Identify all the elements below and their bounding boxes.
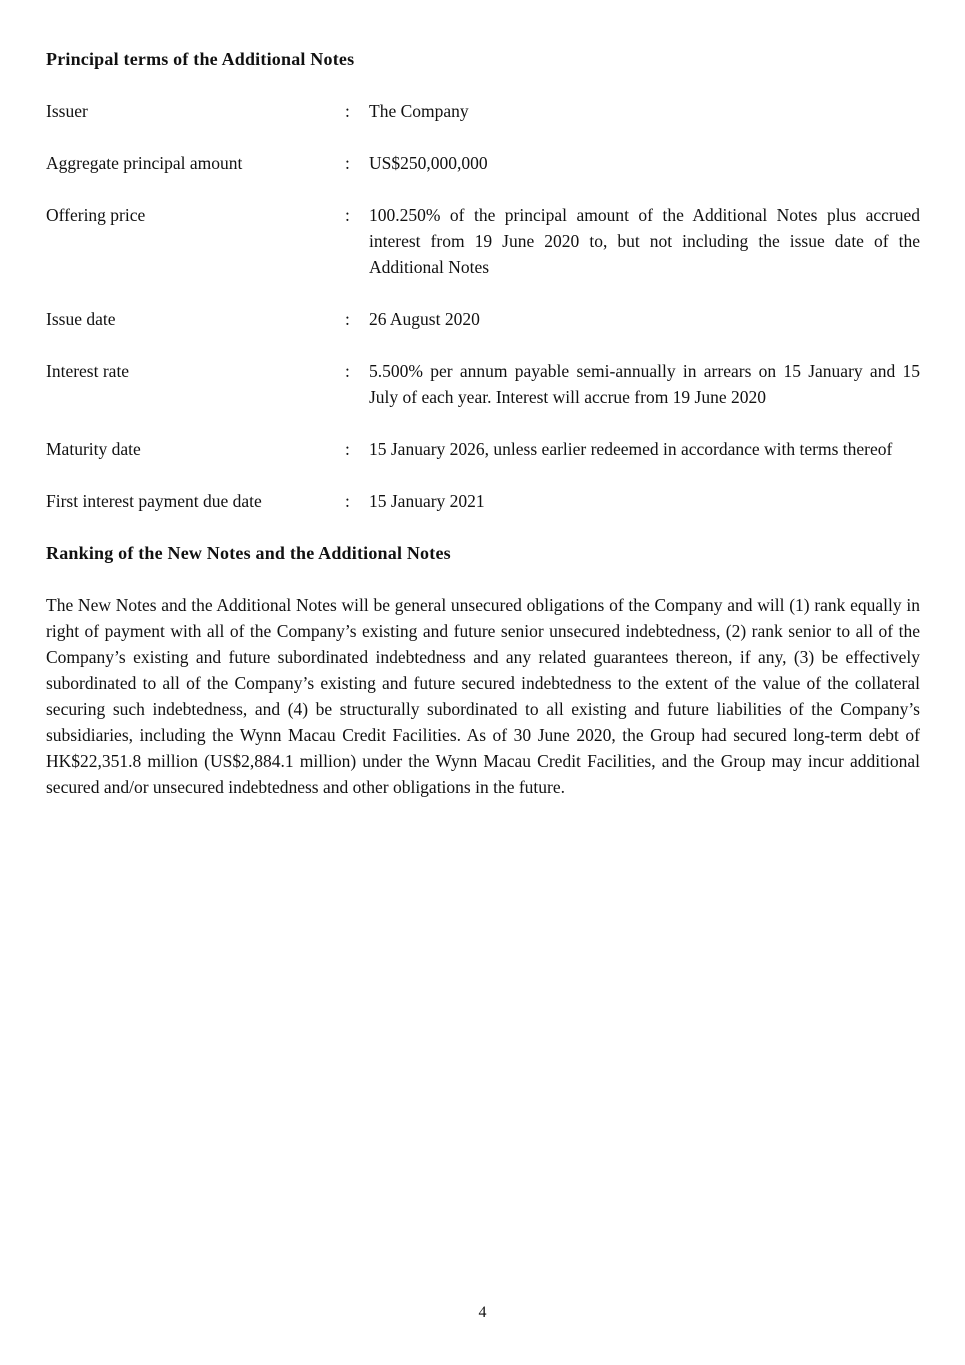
term-value: The Company [369,101,469,121]
term-label: Aggregate principal amount [46,153,243,173]
term-label: Offering price [46,205,146,225]
term-row-offering-price [46,202,920,280]
term-separator: : [345,309,350,329]
principal-terms-list [46,98,920,514]
term-separator: : [345,153,350,173]
term-label: Issuer [46,101,88,121]
ranking-heading: Ranking of the New Notes and the Additional Notes [46,543,451,563]
page-number: 4 [478,1304,487,1321]
term-separator: : [345,205,350,225]
term-separator: : [345,491,350,511]
term-row-interest-rate [46,358,920,410]
term-value: 15 January 2026, unless earlier redeemed in accordance with terms thereof [369,439,893,459]
term-separator: : [345,439,350,459]
term-label: Interest rate [46,361,130,381]
term-value: 26 August 2020 [369,309,480,329]
principal-terms-heading: Principal terms of the Additional Notes [46,49,355,69]
term-label: Maturity date [46,439,141,459]
term-label: First interest payment due date [46,491,262,511]
term-label: Issue date [46,309,116,329]
term-value: 5.500% per annum payable semi-annually in arrears on 15 January and 15 July of each year. Interest will accrue from 19 June 2020 [369,361,920,407]
ranking-paragraph: The New Notes and the Additional Notes will be general unsecured obligations of the Company and will (1) rank equally in right of payment with all of the Company’s existing and future senior unsecured indebtedness, (2) rank senior to all of the Company’s existing and future subordinated indebtedness and any related guarantees thereon, if any, (3) be effectively subordinated to all of the Company’s existing and future secured indebtedness to the extent of the value of the collateral securing such indebtedness, and (4) be structurally subordinated to all existing and future liabilities of the Company’s subsidiaries, including the Wynn Macau Credit Facilities. As of 30 June 2020, the Group had secured long-term debt of HK$22,351.8 million (US$2,884.1 million) under the Wynn Macau Credit Facilities, and the Group may incur additional secured and/or unsecured indebtedness and other obligations in the future. [46,595,920,797]
term-row-first-interest-payment-due-date [46,488,920,514]
term-separator: : [345,101,350,121]
term-row-aggregate-principal-amount [46,150,920,176]
term-row-maturity-date [46,436,920,462]
term-row-issuer [46,98,920,124]
term-value: US$250,000,000 [369,153,488,173]
term-row-issue-date [46,306,920,332]
term-separator: : [345,361,350,381]
term-value: 15 January 2021 [369,491,485,511]
term-value: 100.250% of the principal amount of the Additional Notes plus accrued interest from 19 June 2020 to, but not including the issue date of the Additional Notes [369,205,920,277]
